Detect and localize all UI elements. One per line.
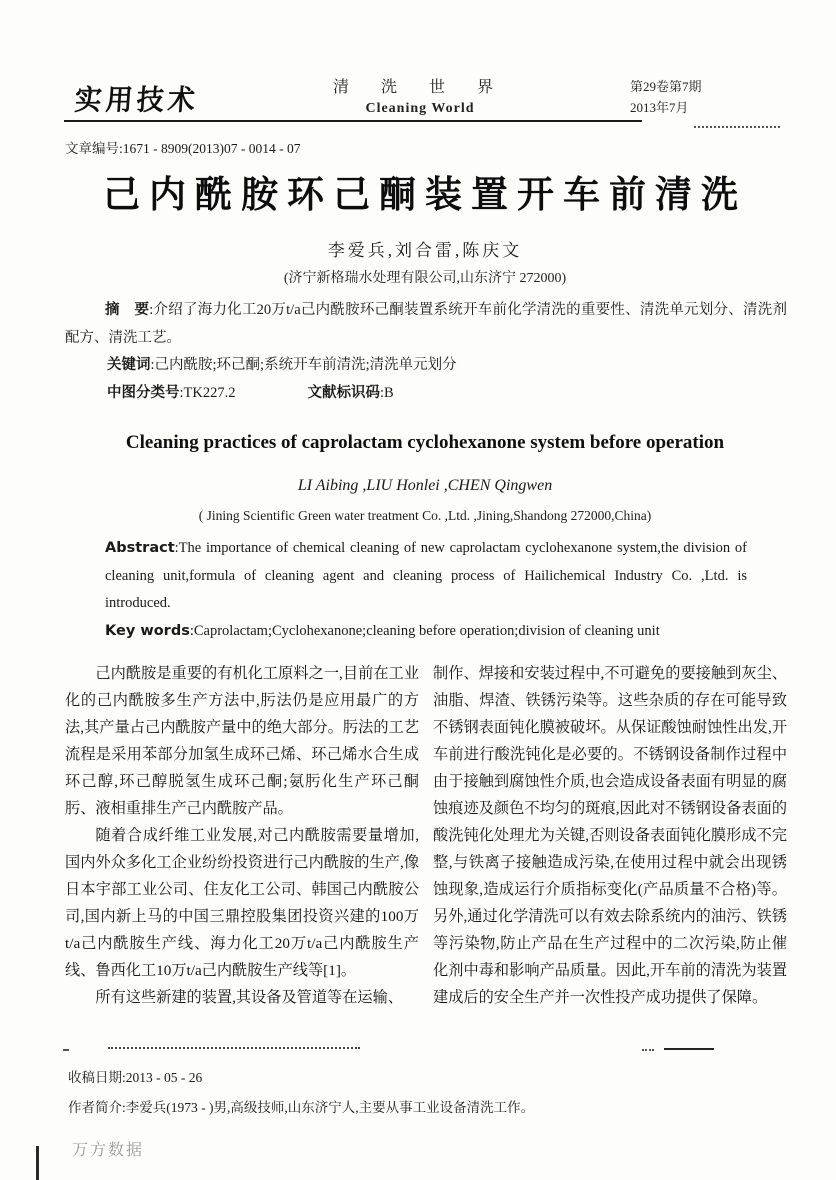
clc-label: 中图分类号	[107, 384, 180, 401]
journal-logo: 实用技术	[73, 84, 200, 117]
abstract-cn	[65, 297, 787, 352]
clc-value: :TK227.2	[179, 384, 236, 401]
article-id: 文章编号:1671 - 8909(2013)07 - 0014 - 07	[65, 141, 301, 156]
abstract-en-text: :The importance of chemical cleaning of new caprolactam cyclohexanone system,the division of cleaning unit,formula of cleaning agent and cleaning process of Hailichemical Industry Co. ,Ltd. is introduced.	[105, 540, 747, 611]
body-column-right	[433, 660, 787, 1011]
authors-cn: 李爱兵,刘合雷,陈庆文	[327, 241, 523, 260]
page-title-en: Cleaning practices of caprolactam cyclohexanone system before operation	[125, 432, 725, 453]
received-date: 收稿日期:2013 - 05 - 26	[68, 1070, 203, 1085]
issue-date: 2013年7月	[630, 100, 689, 115]
affiliation-cn: (济宁新格瑞水处理有限公司,山东济宁 272000)	[283, 271, 567, 286]
body-paragraph: 所有这些新建的装置,其设备及管道等在运输、	[95, 989, 403, 1006]
body-paragraph: 制作、焊接和安装过程中,不可避免的要接触到灰尘、油脂、焊渣、铁锈污染等。这些杂质的存在可能导致不锈钢表面钝化膜被破坏。从保证酸蚀耐蚀性出发,开车前进行酸洗钝化是必要的。不锈钢设备制作过程中由于接触到腐蚀性介质,也会造成设备表面有明显的腐蚀痕迹及颜色不均匀的斑痕,因此对不锈钢设备表面的酸洗钝化处理尤为关键,否则设备表面钝化膜形成不完整,与铁离子接触造成污染,在使用过程中就会出现锈蚀现象,造成运行介质指标变化(产品质量不合格)等。另外,通过化学清洗可以有效去除系统内的油污、铁锈等污染物,防止产品在生产过程中的二次污染,防止催化剂中毒和影响产品质量。因此,开车前的清洗为装置建成后的安全生产并一次性投产成功提供了保障。	[433, 665, 787, 1006]
doc-code-value: :B	[379, 384, 394, 401]
body-columns	[65, 660, 787, 1011]
footnote-separator	[108, 1047, 360, 1049]
body-paragraph: 己内酰胺是重要的有机化工原料之一,目前在工业化的己内酰胺多生产方法中,肟法仍是应用最广的方法,其产量占己内酰胺产量中的绝大部分。肟法的工艺流程是采用苯部分加氢生成环己烯、环己烯水合生成环己醇,环己醇脱氢生成环己酮;氨肟化生产环己酮肟、液相重排生产己内酰胺产品。	[65, 665, 419, 817]
issue-volume: 第29卷第7期	[630, 79, 702, 94]
abstract-en	[105, 535, 747, 618]
journal-name-cn: 清 洗 世 界	[332, 79, 507, 96]
keywords-cn-label: 关键词	[107, 357, 151, 373]
page-title: 己内酰胺环己酮装置开车前清洗	[103, 173, 747, 216]
header-rule	[64, 120, 642, 122]
body-paragraph: 随着合成纤维工业发展,对己内酰胺需要量增加,国内外众多化工企业纷纷投资进行己内酰胺的生产,像日本宇部工业公司、住友化工公司、韩国己内酰胺公司,国内新上马的中国三鼎控股集团投资兴建的100万t/a己内酰胺生产线、海力化工20万t/a己内酰胺生产线、鲁西化工10万t/a己内酰胺生产线等[1]。	[65, 827, 419, 979]
abstract-en-label: Abstract	[105, 540, 175, 556]
keywords-cn	[65, 352, 787, 380]
affiliation-en: ( Jining Scientific Green water treatment Co. ,Ltd. ,Jining,Shandong 272000,China)	[198, 508, 652, 523]
abstract-cn-block	[65, 297, 787, 407]
body-column-left	[65, 660, 419, 1011]
journal-masthead	[300, 74, 540, 117]
footnote-mark	[63, 1049, 69, 1051]
header-rule-dotted	[694, 126, 780, 128]
keywords-en-text: :Caprolactam;Cyclohexanone;cleaning before operation;division of cleaning unit	[189, 622, 660, 639]
column-end-rule	[664, 1048, 714, 1050]
abstract-en-block	[105, 535, 747, 645]
keywords-en	[105, 618, 747, 646]
scan-edge-artifact	[36, 1146, 39, 1180]
clc-line	[65, 380, 787, 408]
issue-info	[630, 76, 785, 118]
abstract-cn-label: 摘 要	[105, 302, 150, 318]
journal-name-en: Cleaning World	[365, 101, 475, 116]
wanfang-watermark: 万方数据	[72, 1140, 145, 1159]
column-end-dots	[642, 1049, 654, 1051]
authors-en: LI Aibing ,LIU Honlei ,CHEN Qingwen	[297, 477, 553, 494]
keywords-cn-text: :己内酰胺;环己酮;系统开车前清洗;清洗单元划分	[150, 357, 457, 373]
author-bio: 作者简介:李爱兵(1973 - )男,高级技师,山东济宁人,主要从事工业设备清洗工作。	[68, 1100, 535, 1115]
doc-code-label: 文献标识码	[307, 384, 380, 401]
abstract-cn-text: :介绍了海力化工20万t/a己内酰胺环己酮装置系统开车前化学清洗的重要性、清洗单元划分、清洗剂配方、清洗工艺。	[65, 302, 787, 346]
keywords-en-label: Key words	[105, 622, 190, 639]
